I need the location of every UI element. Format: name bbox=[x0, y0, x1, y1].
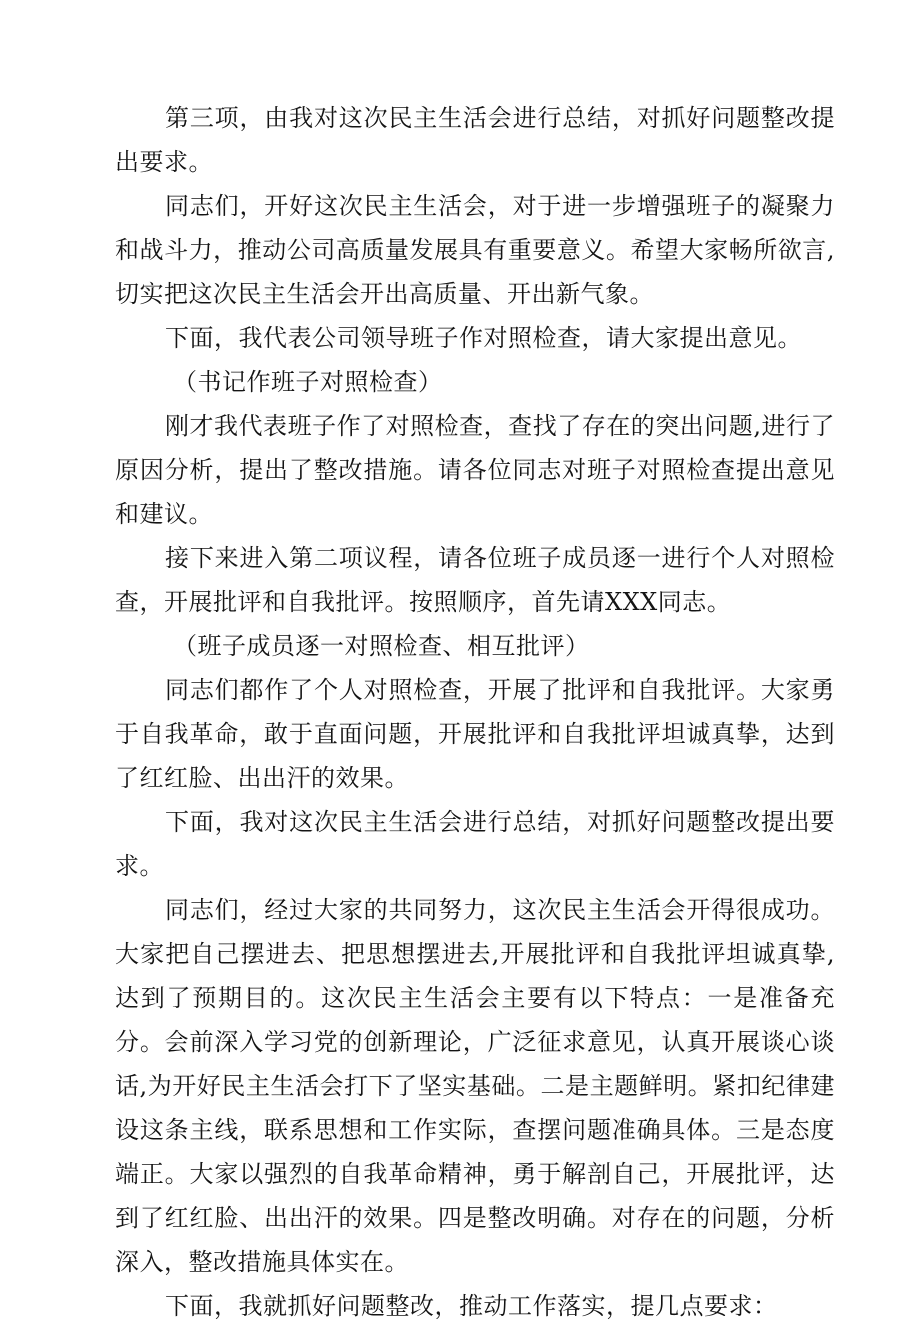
paragraph-team-check-intro: 下面，我代表公司领导班子作对照检查，请大家提出意见。 bbox=[165, 324, 802, 352]
paragraph-meeting-features: 同志们，经过大家的共同努力，这次民主生活会开得很成功。大家把自己摆进去、把思想摆进去,开展批评和自我批评坦诚真挚,达到了预期目的。这次民主生活会主要有以下特点：一是准备充分。会前深入学习党的创新理论，广泛征求意见，认真开展谈心谈话,为开好民主生活会打下了坚实基础。二是主题鲜明。紧扣纪律建设这条主线，联系思想和工作实际，查摆问题准确具体。三是态度端正。大家以强烈的自我革命精神，勇于解剖自己，开展批评，达到了红红脸、出出汗的效果。四是整改明确。对存在的问题，分析深入，整改措施具体实在。 bbox=[115, 896, 835, 1276]
document-body bbox=[115, 96, 835, 1328]
paragraph-criticism-summary: 同志们都作了个人对照检查，开展了批评和自我批评。大家勇于自我革命，敢于直面问题，开展批评和自我批评坦诚真挚，达到了红红脸、出出汗的效果。 bbox=[115, 676, 835, 792]
paragraph-item-topic: 第三项，由我对这次民主生活会进行总结，对抓好问题整改提出要求。 bbox=[115, 104, 835, 176]
stage-note-secretary-check: （书记作班子对照检查） bbox=[173, 368, 443, 396]
paragraph-opening-remarks: 同志们，开好这次民主生活会，对于进一步增强班子的凝聚力和战斗力，推动公司高质量发展具有重要意义。希望大家畅所欲言,切实把这次民主生活会开出高质量、开出新气象。 bbox=[115, 192, 835, 308]
paragraph-summary-intro: 下面，我对这次民主生活会进行总结，对抓好问题整改提出要求。 bbox=[115, 808, 835, 880]
paragraph-team-check-summary: 刚才我代表班子作了对照检查，查找了存在的突出问题,进行了原因分析，提出了整改措施。请各位同志对班子对照检查提出意见和建议。 bbox=[115, 412, 835, 528]
paragraph-requirements-intro: 下面，我就抓好问题整改，推动工作落实，提几点要求： bbox=[165, 1292, 778, 1320]
stage-note-members-check: （班子成员逐一对照检查、相互批评） bbox=[173, 632, 590, 660]
paragraph-second-agenda: 接下来进入第二项议程，请各位班子成员逐一进行个人对照检查，开展批评和自我批评。按照顺序，首先请XXX同志。 bbox=[115, 544, 835, 616]
